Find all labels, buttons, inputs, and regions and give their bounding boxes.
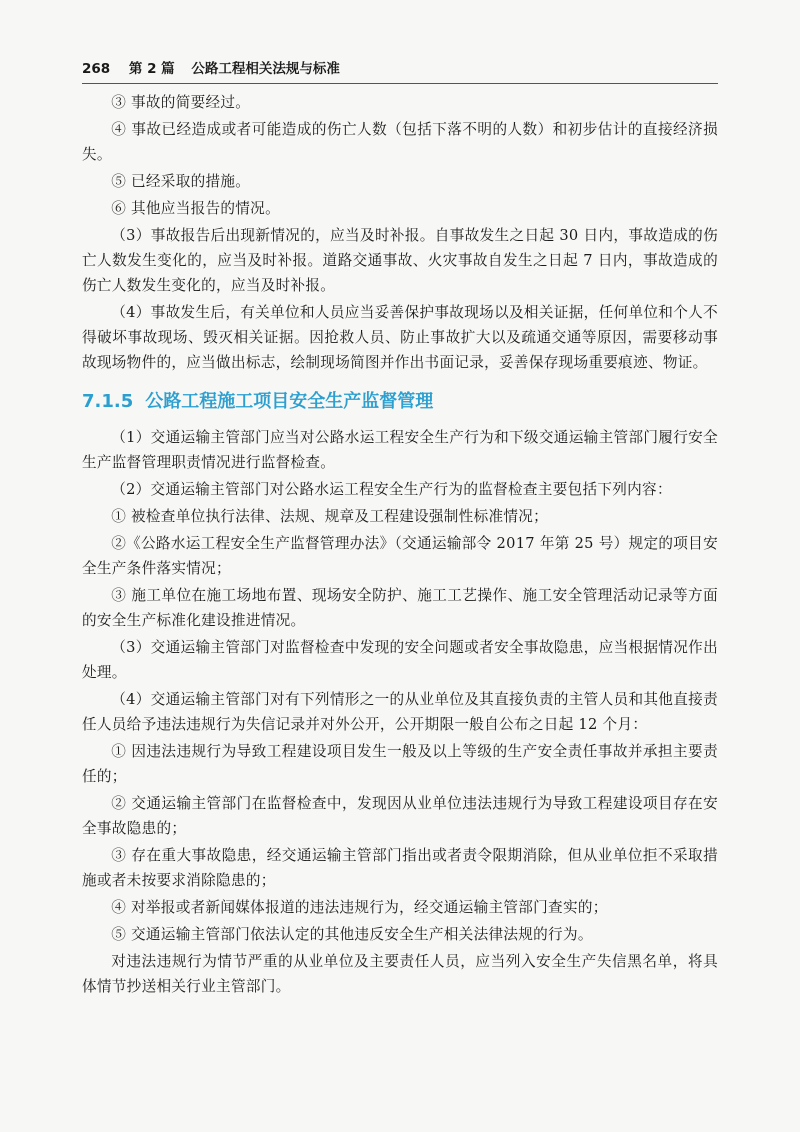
paragraph: ④ 对举报或者新闻媒体报道的违法违规行为，经交通运输主管部门查实的；: [111, 899, 608, 916]
paragraph: （1）交通运输主管部门应当对公路水运工程安全生产行为和下级交通运输主管部门履行安全生产监督管理职责情况进行监督检查。: [82, 429, 718, 471]
paragraph: ⑤ 交通运输主管部门依法认定的其他违反安全生产相关法律法规的行为。: [111, 926, 593, 943]
paragraph: ③ 事故的简要经过。: [111, 94, 251, 111]
page-body: [82, 90, 718, 1001]
paragraph: （3）交通运输主管部门对监督检查中发现的安全问题或者安全事故隐患，应当根据情况作出处理。: [82, 639, 718, 681]
section-number: 7.1.5: [82, 391, 134, 412]
paragraph: ① 被检查单位执行法律、法规、规章及工程建设强制性标准情况；: [111, 508, 549, 525]
paragraph: 对违法违规行为情节严重的从业单位及主要责任人员，应当列入安全生产失信黑名单，将具体情节抄送相关行业主管部门。: [82, 953, 718, 995]
paragraph: ③ 存在重大事故隐患，经交通运输主管部门指出或者责令限期消除，但从业单位拒不采取措施或者未按要求消除隐患的；: [82, 847, 718, 889]
running-header: [82, 57, 718, 84]
part-title: 公路工程相关法规与标准: [191, 61, 340, 77]
paragraph: ②《公路水运工程安全生产监督管理办法》（交通运输部令 2017 年第 25 号）规定的项目安全生产条件落实情况；: [82, 535, 718, 577]
paragraph: ② 交通运输主管部门在监督检查中，发现因从业单位违法违规行为导致工程建设项目存在安全事故隐患的；: [82, 795, 718, 837]
paragraph: ① 因违法违规行为导致工程建设项目发生一般及以上等级的生产安全责任事故并承担主要责任的；: [82, 743, 718, 785]
paragraph: ⑥ 其他应当报告的情况。: [111, 200, 280, 217]
paragraph: （4）交通运输主管部门对有下列情形之一的从业单位及其直接负责的主管人员和其他直接责任人员给予违法违规行为失信记录并对外公开，公开期限一般自公布之日起 12 个月：: [82, 691, 718, 733]
paragraph: ④ 事故已经造成或者可能造成的伤亡人数（包括下落不明的人数）和初步估计的直接经济损失。: [82, 121, 718, 163]
page-number: 268: [82, 61, 111, 77]
paragraph: ⑤ 已经采取的措施。: [111, 173, 251, 190]
section-title: 公路工程施工项目安全生产监督管理: [145, 391, 434, 412]
paragraph: （3）事故报告后出现新情况的，应当及时补报。自事故发生之日起 30 日内，事故造成的伤亡人数发生变化的，应当及时补报。道路交通事故、火灾事故自发生之日起 7 日内，事故造成的伤亡人数发生变化的，应当及时补报。: [82, 227, 718, 294]
paragraph: ③ 施工单位在施工场地布置、现场安全防护、施工工艺操作、施工安全管理活动记录等方面的安全生产标准化建设推进情况。: [82, 587, 718, 629]
paragraph: （2）交通运输主管部门对公路水运工程安全生产行为的监督检查主要包括下列内容：: [111, 481, 672, 498]
paragraph: （4）事故发生后，有关单位和人员应当妥善保护事故现场以及相关证据，任何单位和个人不得破坏事故现场、毁灭相关证据。因抢救人员、防止事故扩大以及疏通交通等原因，需要移动事故现场物件的，应当做出标志，绘制现场简图并作出书面记录，妥善保存现场重要痕迹、物证。: [82, 304, 718, 371]
part-label: 第 2 篇: [128, 61, 175, 77]
section-heading: [82, 389, 718, 415]
